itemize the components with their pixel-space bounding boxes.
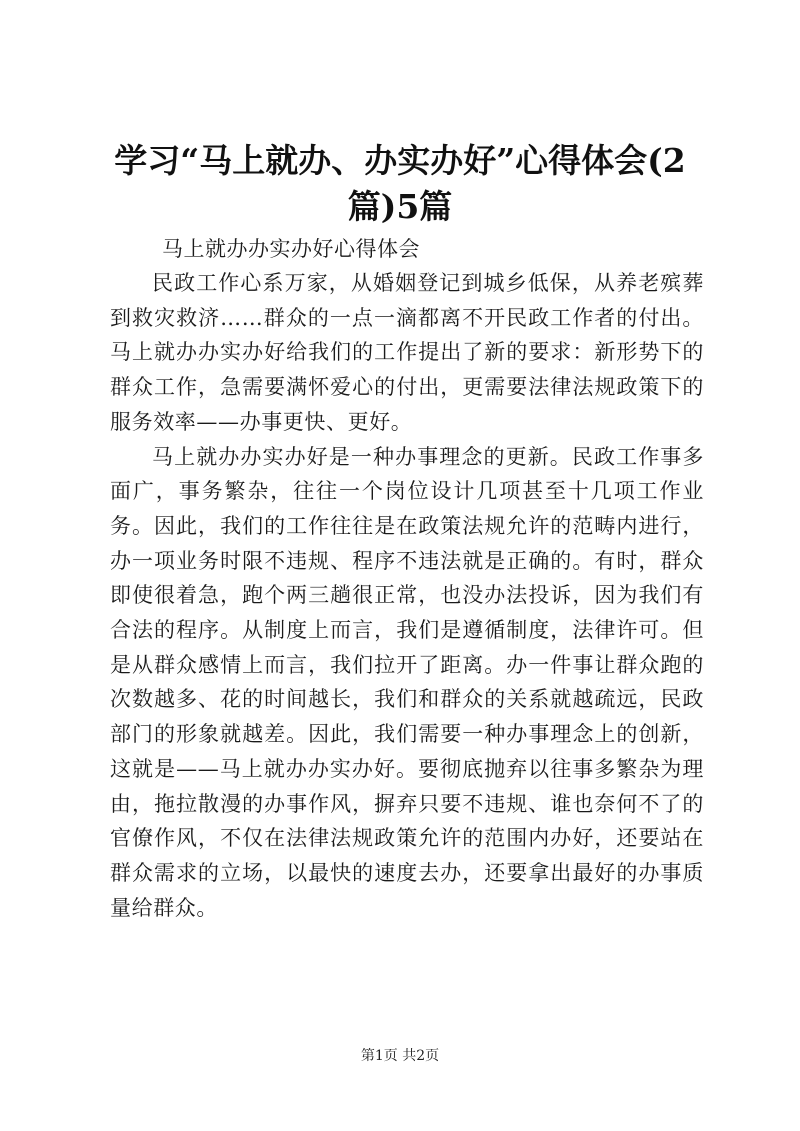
document-body (110, 232, 704, 925)
section-subtitle: 马上就办办实办好心得体会 (162, 237, 420, 261)
paragraph-1: 民政工作心系万家，从婚姻登记到城乡低保，从养老殡葬到救灾救济……群众的一点一滴都离不开民政工作者的付出。马上就办办实办好给我们的工作提出了新的要求：新形势下的群众工作，急需要满怀爱心的付出，更需要法律法规政策下的服务效率——办事更快、更好。 (110, 271, 704, 434)
document-title: 学习“马上就办、办实办好”心得体会(2篇)5篇 (114, 141, 686, 226)
paragraph-2: 马上就办办实办好是一种办事理念的更新。民政工作事多面广，事务繁杂，往往一个岗位设计几项甚至十几项工作业务。因此，我们的工作往往是在政策法规允许的范畴内进行，办一项业务时限不违规、程序不违法就是正确的。有时，群众即使很着急，跑个两三趟很正常，也没办法投诉，因为我们有合法的程序。从制度上而言，我们是遵循制度，法律许可。但是从群众感情上而言，我们拉开了距离。办一件事让群众跑的次数越多、花的时间越长，我们和群众的关系就越疏远，民政部门的形象就越差。因此，我们需要一种办事理念上的创新，这就是——马上就办办实办好。要彻底抛弃以往事多繁杂为理由，拖拉散漫的办事作风，摒弃只要不违规、谁也奈何不了的官僚作风，不仅在法律法规政策允许的范围内办好，还要站在群众需求的立场，以最快的速度去办，还要拿出最好的办事质量给群众。 (110, 444, 704, 920)
page-footer: 第1页 共2页 (360, 1048, 440, 1064)
